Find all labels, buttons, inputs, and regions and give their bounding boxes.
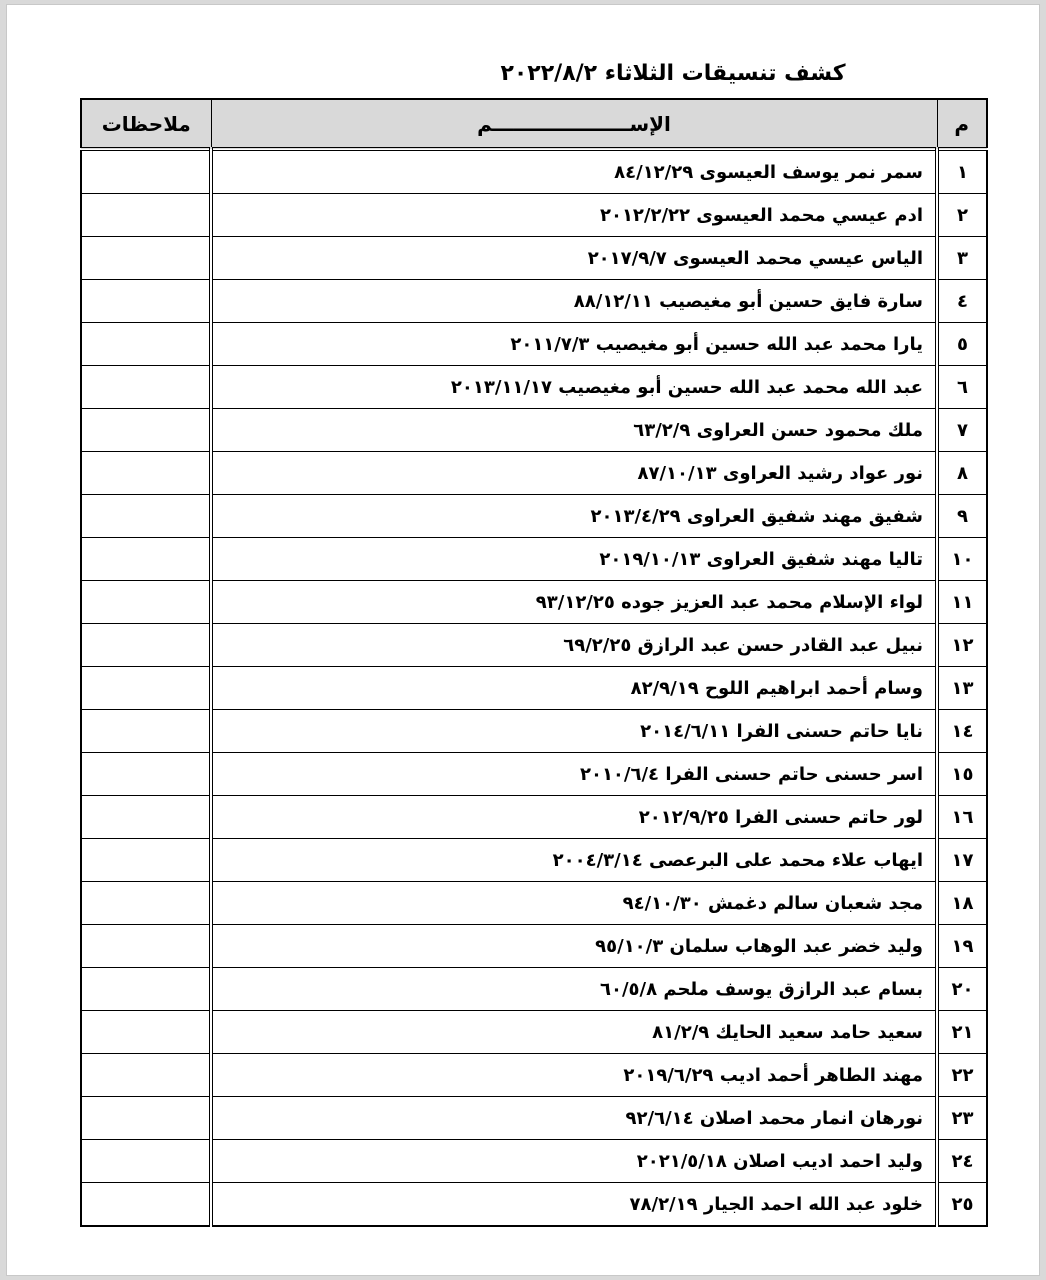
table-row bbox=[81, 968, 987, 1011]
row-name: الياس عيسي محمد العيسوى ٢٠١٧/٩/٧ bbox=[211, 237, 937, 280]
row-name: لور حاتم حسنى الفرا ٢٠١٢/٩/٢٥ bbox=[211, 796, 937, 839]
row-notes bbox=[81, 882, 211, 925]
row-notes bbox=[81, 839, 211, 882]
row-name: يارا محمد عبد الله حسين أبو مغيصيب ٢٠١١/٧/٣ bbox=[211, 323, 937, 366]
row-notes bbox=[81, 237, 211, 280]
row-number: ١٥ bbox=[937, 753, 987, 796]
table-row bbox=[81, 581, 987, 624]
row-notes bbox=[81, 624, 211, 667]
row-name: اسر حسنى حاتم حسنى الفرا ٢٠١٠/٦/٤ bbox=[211, 753, 937, 796]
row-notes bbox=[81, 667, 211, 710]
coordination-table bbox=[80, 98, 988, 1227]
row-notes bbox=[81, 796, 211, 839]
table-row bbox=[81, 624, 987, 667]
row-number: ٦ bbox=[937, 366, 987, 409]
row-number: ١٧ bbox=[937, 839, 987, 882]
table-row bbox=[81, 839, 987, 882]
table-header-row bbox=[81, 99, 987, 149]
row-notes bbox=[81, 753, 211, 796]
row-name: سمر نمر يوسف العيسوى ٨٤/١٢/٢٩ bbox=[211, 149, 937, 194]
row-notes bbox=[81, 968, 211, 1011]
table-row bbox=[81, 1140, 987, 1183]
row-notes bbox=[81, 149, 211, 194]
row-number: ١٤ bbox=[937, 710, 987, 753]
row-notes bbox=[81, 1183, 211, 1227]
table-row bbox=[81, 1011, 987, 1054]
row-number: ٥ bbox=[937, 323, 987, 366]
row-number: ١ bbox=[937, 149, 987, 194]
row-name: ملك محمود حسن العراوى ٦٣/٢/٩ bbox=[211, 409, 937, 452]
row-name: وسام أحمد ابراهيم اللوح ٨٢/٩/١٩ bbox=[211, 667, 937, 710]
row-name: لواء الإسلام محمد عبد العزيز جوده ٩٣/١٢/٢٥ bbox=[211, 581, 937, 624]
row-notes bbox=[81, 925, 211, 968]
row-notes bbox=[81, 366, 211, 409]
table-row bbox=[81, 194, 987, 237]
row-notes bbox=[81, 280, 211, 323]
row-number: ٧ bbox=[937, 409, 987, 452]
row-number: ٤ bbox=[937, 280, 987, 323]
row-name: ادم عيسي محمد العيسوى ٢٠١٢/٢/٢٢ bbox=[211, 194, 937, 237]
row-name: مجد شعبان سالم دغمش ٩٤/١٠/٣٠ bbox=[211, 882, 937, 925]
row-number: ٩ bbox=[937, 495, 987, 538]
row-number: ٢١ bbox=[937, 1011, 987, 1054]
row-number: ٢٢ bbox=[937, 1054, 987, 1097]
table-row bbox=[81, 149, 987, 194]
row-number: ٨ bbox=[937, 452, 987, 495]
row-number: ٢٥ bbox=[937, 1183, 987, 1227]
page-title: كشف تنسيقات الثلاثاء ٢٠٢٢/٨/٢ bbox=[500, 61, 846, 86]
row-name: عبد الله محمد عبد الله حسين أبو مغيصيب ٢٠١٣/١١/١٧ bbox=[211, 366, 937, 409]
table-row bbox=[81, 925, 987, 968]
row-name: شفيق مهند شفيق العراوى ٢٠١٣/٤/٢٩ bbox=[211, 495, 937, 538]
row-number: ٢٣ bbox=[937, 1097, 987, 1140]
row-notes bbox=[81, 581, 211, 624]
row-notes bbox=[81, 1140, 211, 1183]
row-number: ١٠ bbox=[937, 538, 987, 581]
row-notes bbox=[81, 194, 211, 237]
row-name: نورهان انمار محمد اصلان ٩٢/٦/١٤ bbox=[211, 1097, 937, 1140]
row-number: ٢٤ bbox=[937, 1140, 987, 1183]
row-notes bbox=[81, 1054, 211, 1097]
row-number: ٣ bbox=[937, 237, 987, 280]
table-row bbox=[81, 1097, 987, 1140]
header-notes: ملاحظات bbox=[81, 99, 211, 149]
row-notes bbox=[81, 538, 211, 581]
row-number: ١٢ bbox=[937, 624, 987, 667]
row-number: ٢ bbox=[937, 194, 987, 237]
row-name: نور عواد رشيد العراوى ٨٧/١٠/١٣ bbox=[211, 452, 937, 495]
table-row bbox=[81, 667, 987, 710]
table-row bbox=[81, 366, 987, 409]
table-row bbox=[81, 323, 987, 366]
row-name: سعيد حامد سعيد الحايك ٨١/٢/٩ bbox=[211, 1011, 937, 1054]
row-notes bbox=[81, 1097, 211, 1140]
row-name: خلود عبد الله احمد الجيار ٧٨/٢/١٩ bbox=[211, 1183, 937, 1227]
row-name: تاليا مهند شفيق العراوى ٢٠١٩/١٠/١٣ bbox=[211, 538, 937, 581]
row-number: ١٩ bbox=[937, 925, 987, 968]
table-row bbox=[81, 1054, 987, 1097]
row-name: بسام عبد الرازق يوسف ملحم ٦٠/٥/٨ bbox=[211, 968, 937, 1011]
table-row bbox=[81, 1183, 987, 1227]
document-page bbox=[6, 4, 1040, 1276]
row-name: وليد خضر عبد الوهاب سلمان ٩٥/١٠/٣ bbox=[211, 925, 937, 968]
header-name: الإســــــــــــــــــــم bbox=[211, 99, 937, 149]
row-notes bbox=[81, 1011, 211, 1054]
row-name: نبيل عبد القادر حسن عبد الرازق ٦٩/٢/٢٥ bbox=[211, 624, 937, 667]
table-row bbox=[81, 237, 987, 280]
table-row bbox=[81, 452, 987, 495]
table-row bbox=[81, 280, 987, 323]
table-row bbox=[81, 796, 987, 839]
row-notes bbox=[81, 409, 211, 452]
table-row bbox=[81, 409, 987, 452]
row-notes bbox=[81, 495, 211, 538]
row-name: ايهاب علاء محمد على البرعصى ٢٠٠٤/٣/١٤ bbox=[211, 839, 937, 882]
row-notes bbox=[81, 323, 211, 366]
row-name: سارة فايق حسين أبو مغيصيب ٨٨/١٢/١١ bbox=[211, 280, 937, 323]
table-row bbox=[81, 710, 987, 753]
table-row bbox=[81, 882, 987, 925]
row-number: ١٣ bbox=[937, 667, 987, 710]
row-name: نايا حاتم حسنى الفرا ٢٠١٤/٦/١١ bbox=[211, 710, 937, 753]
row-number: ١٦ bbox=[937, 796, 987, 839]
table-row bbox=[81, 495, 987, 538]
header-number: م bbox=[937, 99, 987, 149]
row-name: وليد احمد اديب اصلان ٢٠٢١/٥/١٨ bbox=[211, 1140, 937, 1183]
table-row bbox=[81, 753, 987, 796]
row-number: ٢٠ bbox=[937, 968, 987, 1011]
row-number: ١٨ bbox=[937, 882, 987, 925]
row-notes bbox=[81, 452, 211, 495]
table-row bbox=[81, 538, 987, 581]
row-name: مهند الطاهر أحمد اديب ٢٠١٩/٦/٢٩ bbox=[211, 1054, 937, 1097]
row-number: ١١ bbox=[937, 581, 987, 624]
row-notes bbox=[81, 710, 211, 753]
